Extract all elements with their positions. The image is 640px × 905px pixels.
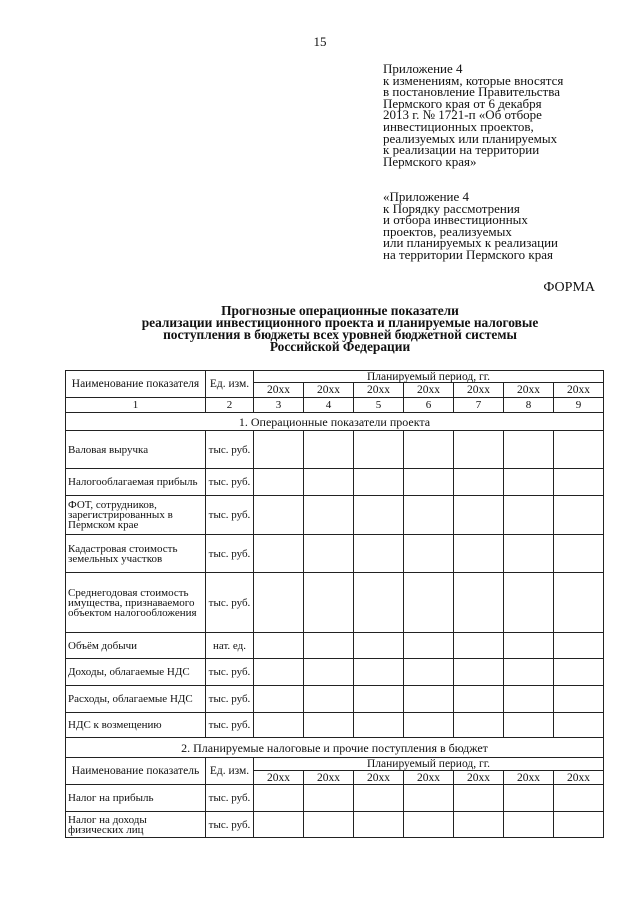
value-cell[interactable]	[254, 633, 304, 659]
row-unit: тыс. руб.	[206, 785, 254, 812]
value-cell[interactable]	[504, 496, 554, 535]
value-cell[interactable]	[354, 659, 404, 686]
annex-line: Пермского края»	[383, 153, 477, 169]
value-cell[interactable]	[554, 496, 604, 535]
header-year: 20хх	[304, 771, 354, 785]
value-cell[interactable]	[304, 431, 354, 469]
title-line: реализации инвестиционного проекта и планируемые налоговые	[141, 315, 539, 330]
header-year: 20хх	[354, 383, 404, 398]
value-cell[interactable]	[254, 573, 304, 633]
value-cell[interactable]	[404, 469, 454, 496]
annex-procedure-block	[383, 191, 613, 261]
row-unit: тыс. руб.	[206, 573, 254, 633]
value-cell[interactable]	[554, 573, 604, 633]
value-cell[interactable]	[554, 633, 604, 659]
value-cell[interactable]	[404, 633, 454, 659]
header-year: 20хх	[254, 771, 304, 785]
value-cell[interactable]	[304, 785, 354, 812]
value-cell[interactable]	[354, 469, 404, 496]
annex-line: 2013 г. № 1721-п «Об отборе	[383, 107, 542, 123]
row-unit: тыс. руб.	[206, 431, 254, 469]
column-number: 5	[354, 398, 404, 413]
row-unit: тыс. руб.	[206, 713, 254, 738]
value-cell[interactable]	[254, 785, 304, 812]
value-cell[interactable]	[404, 785, 454, 812]
column-number: 8	[504, 398, 554, 413]
value-cell[interactable]	[304, 659, 354, 686]
row-indicator: Налог на прибыль	[66, 785, 206, 812]
value-cell[interactable]	[354, 812, 404, 838]
value-cell[interactable]	[404, 496, 454, 535]
row-unit: тыс. руб.	[206, 469, 254, 496]
annex-line: на территории Пермского края	[383, 246, 553, 262]
document-title	[60, 305, 620, 353]
value-cell[interactable]	[454, 469, 504, 496]
header-year: 20хх	[354, 771, 404, 785]
header-period: Планируемый период, гг.	[254, 758, 604, 771]
value-cell[interactable]	[254, 686, 304, 713]
header-indicator: Наименование показателя	[66, 371, 206, 398]
page-number: 15	[313, 34, 327, 49]
annex-line: проектов, реализуемых	[383, 223, 512, 239]
value-cell[interactable]	[504, 573, 554, 633]
value-cell[interactable]	[454, 496, 504, 535]
value-cell[interactable]	[504, 469, 554, 496]
title-line: Российской Федерации	[269, 339, 411, 354]
annex-line: в постановление Правительства	[383, 84, 560, 100]
row-unit: тыс. руб.	[206, 659, 254, 686]
value-cell[interactable]	[354, 431, 404, 469]
value-cell[interactable]	[404, 812, 454, 838]
row-unit: нат. ед.	[206, 633, 254, 659]
section-title: 2. Планируемые налоговые и прочие поступления в бюджет	[66, 738, 604, 758]
header-year: 20хх	[504, 383, 554, 398]
value-cell[interactable]	[404, 713, 454, 738]
column-number: 6	[404, 398, 454, 413]
value-cell[interactable]	[554, 535, 604, 573]
value-cell[interactable]	[354, 686, 404, 713]
value-cell[interactable]	[404, 535, 454, 573]
value-cell[interactable]	[254, 713, 304, 738]
value-cell[interactable]	[304, 496, 354, 535]
section-title: 1. Операционные показатели проекта	[66, 413, 604, 431]
row-indicator: НДС к возмещению	[66, 713, 206, 738]
title-line: поступления в бюджеты всех уровней бюджетной системы	[163, 327, 517, 342]
value-cell[interactable]	[554, 431, 604, 469]
row-indicator: Доходы, облагаемые НДС	[66, 659, 206, 686]
row-indicator: Расходы, облагаемые НДС	[66, 686, 206, 713]
value-cell[interactable]	[254, 496, 304, 535]
column-number: 2	[206, 398, 254, 413]
annex-line: Приложение 4	[383, 61, 463, 76]
value-cell[interactable]	[454, 535, 504, 573]
row-indicator: Налог на доходы физических лиц	[66, 812, 206, 838]
annex-line: и отбора инвестиционных	[383, 212, 528, 228]
value-cell[interactable]	[304, 713, 354, 738]
value-cell[interactable]	[504, 785, 554, 812]
value-cell[interactable]	[454, 431, 504, 469]
value-cell[interactable]	[404, 686, 454, 713]
value-cell[interactable]	[554, 713, 604, 738]
value-cell[interactable]	[504, 633, 554, 659]
value-cell[interactable]	[304, 535, 354, 573]
value-cell[interactable]	[254, 469, 304, 496]
header-year: 20хх	[304, 383, 354, 398]
value-cell[interactable]	[354, 496, 404, 535]
annex-line: инвестиционных проектов,	[383, 118, 534, 134]
header-year: 20хх	[454, 771, 504, 785]
value-cell[interactable]	[304, 573, 354, 633]
column-number: 1	[66, 398, 206, 413]
annex-reference-block	[383, 63, 613, 167]
header-unit: Ед. изм.	[206, 371, 254, 398]
header-indicator: Наименование показатель	[66, 758, 206, 785]
indicators-table	[65, 370, 604, 838]
value-cell[interactable]	[354, 713, 404, 738]
annex-line: к Порядку рассмотрения	[383, 200, 520, 216]
value-cell[interactable]	[554, 686, 604, 713]
value-cell[interactable]	[554, 812, 604, 838]
title-line: Прогнозные операционные показатели	[221, 303, 459, 318]
value-cell[interactable]	[404, 431, 454, 469]
header-year: 20хх	[454, 383, 504, 398]
value-cell[interactable]	[304, 812, 354, 838]
value-cell[interactable]	[504, 659, 554, 686]
value-cell[interactable]	[454, 812, 504, 838]
value-cell[interactable]	[554, 469, 604, 496]
form-label: ФОРМА	[543, 280, 595, 295]
annex-line: Пермского края от 6 декабря	[383, 95, 542, 111]
value-cell[interactable]	[454, 785, 504, 812]
value-cell[interactable]	[454, 573, 504, 633]
value-cell[interactable]	[504, 431, 554, 469]
value-cell[interactable]	[354, 785, 404, 812]
header-year: 20хх	[554, 383, 604, 398]
value-cell[interactable]	[454, 659, 504, 686]
header-year: 20хх	[504, 771, 554, 785]
header-year: 20хх	[554, 771, 604, 785]
row-unit: тыс. руб.	[206, 812, 254, 838]
value-cell[interactable]	[554, 659, 604, 686]
column-number: 9	[554, 398, 604, 413]
row-indicator: Кадастровая стоимость земельных участков	[66, 535, 206, 573]
column-number: 4	[304, 398, 354, 413]
value-cell[interactable]	[404, 659, 454, 686]
header-year: 20хх	[404, 771, 454, 785]
value-cell[interactable]	[554, 785, 604, 812]
value-cell[interactable]	[454, 633, 504, 659]
annex-line: к изменениям, которые вносятся	[383, 72, 564, 88]
header-year: 20хх	[254, 383, 304, 398]
row-indicator: Объём добычи	[66, 633, 206, 659]
value-cell[interactable]	[254, 535, 304, 573]
value-cell[interactable]	[454, 686, 504, 713]
value-cell[interactable]	[504, 713, 554, 738]
annex-line: или планируемых к реализации	[383, 235, 559, 251]
value-cell[interactable]	[254, 431, 304, 469]
value-cell[interactable]	[254, 659, 304, 686]
annex-line: «Приложение 4	[383, 189, 470, 204]
value-cell[interactable]	[304, 633, 354, 659]
header-year: 20хх	[404, 383, 454, 398]
value-cell[interactable]	[354, 633, 404, 659]
row-indicator: ФОТ, сотрудников, зарегистрированных в Пермском крае	[66, 496, 206, 535]
header-period: Планируемый период, гг.	[254, 371, 604, 383]
value-cell[interactable]	[354, 535, 404, 573]
row-indicator: Налогооблагаемая прибыль	[66, 469, 206, 496]
row-unit: тыс. руб.	[206, 496, 254, 535]
annex-line: реализуемых или планируемых	[383, 130, 558, 146]
column-number: 7	[454, 398, 504, 413]
row-unit: тыс. руб.	[206, 535, 254, 573]
value-cell[interactable]	[304, 469, 354, 496]
value-cell[interactable]	[354, 573, 404, 633]
value-cell[interactable]	[304, 686, 354, 713]
value-cell[interactable]	[504, 812, 554, 838]
value-cell[interactable]	[504, 535, 554, 573]
row-indicator: Валовая выручка	[66, 431, 206, 469]
annex-line: к реализации на территории	[383, 142, 540, 158]
header-unit: Ед. изм.	[206, 758, 254, 785]
value-cell[interactable]	[404, 573, 454, 633]
value-cell[interactable]	[254, 812, 304, 838]
row-indicator: Среднегодовая стоимость имущества, признаваемого объектом налогообложения	[66, 573, 206, 633]
column-number: 3	[254, 398, 304, 413]
row-unit: тыс. руб.	[206, 686, 254, 713]
value-cell[interactable]	[454, 713, 504, 738]
value-cell[interactable]	[504, 686, 554, 713]
